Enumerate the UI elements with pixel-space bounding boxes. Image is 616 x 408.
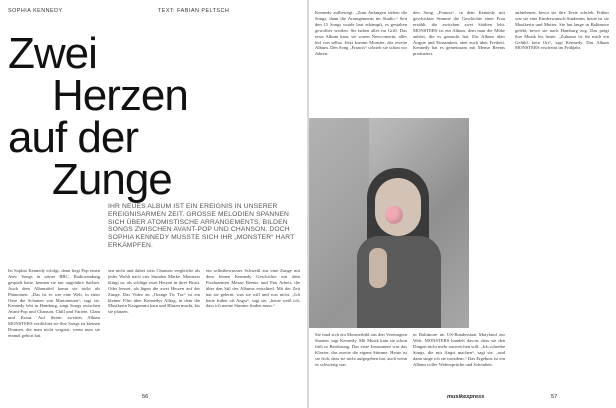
title-line-1: Zwei xyxy=(8,29,97,78)
right-column-3: aufnehmen, bevor sie ihre Texte schrieb. Früher war sie eine Kinderwunsch-Studentin, heute ist sie Musikerin und Mutter. Sie hat lange in Baltimore gelebt, bevor sie nach Hamburg zog. Das prägt ihre Musik bis heute. „Zuhause ist für mich ein Gefühl, kein Ort“, sagt Kennedy. Das Album MONSTERS erscheint im Frühjahr. xyxy=(515,10,609,51)
right-lower-column-2: in Baltimore im US-Bundesstaat Maryland zur Welt. MONSTERS handelt davon, dass sie den Dingen nicht mehr ausweichen will. „Ich schreibe Songs, die mir Angst machen“, sagt sie, „und dann singe ich sie trotzdem.“ Das Ergebnis ist ein Album voller Widersprüche und Schönheit. xyxy=(413,332,505,367)
footer-brand: musikexpress xyxy=(447,394,485,400)
right-lower-column-1: Sie fand sich ein Monsterbild aus den Vereinigten Staaten, sagt Kennedy. Mit Musik kam sie schon früh in Berührung. Das erste Instrument war das Klavier, das zweite die eigene Stimme. Heute ist sie froh, dass sie nicht aufgegeben hat, auch wenn es schwierig war. xyxy=(315,332,407,367)
page-number-left: 56 xyxy=(142,394,149,400)
right-column-2: den Song „Francis“, in dem Kennedy mit geschickter Stimme die Geschichte einer Frau erzählt, die zwischen zwei Städten lebt. MONSTERS ist ein Album, dem man die Mühe anhört, die es gemacht hat. Ein Album über Ängste und Einsamkeit, aber auch über Freiheit. Kennedy hat es gemeinsam mit Mense Reents produziert. xyxy=(413,10,505,57)
left-column-3: ein selbstbewusster Schweiß aus eine Zunge mit dem feinen Kennedy Geschichte mit dem Produzenten Mense Reents und Pan Arbeit, die über den Stil des Albums entschied. Mit der Zeit hat sie gelernt, was sie will und was nicht. „Ich hatte früher oft Angst“, sagt sie, „heute weiß ich, dass ich meine Stimme finden muss.“ xyxy=(206,268,300,309)
bubblegum xyxy=(385,206,403,224)
left-column-2: sen nicht und dabei stets Chanson vergleiche als jedes Wohlt nach vier Stunden Marke. Monsters klingt so, als schlüge zwei Herzen in ihrer Brust. Oder besser, als lägen die zwei Herzen auf der Zunge. Das Video zu „Orange Tic Tac“ ist ein kleiner Film über Kennedys Alltag, in dem die Musikerin Kaugummi kaut und Blasen macht, bis sie platzen. xyxy=(108,268,200,315)
left-page xyxy=(0,0,307,408)
article-lead: IHR NEUES ALBUM IST EIN EREIGNIS IN UNSERER EREIGNISARMEN ZEIT. GROSSE MELODIEN SPANNEN SICH ÜBER ATOMISTISCHE ARRANGEMENTS, BILDEN SONGS ZWISCHEN AVANT-POP UND CHANSON. DOCH SOPHIA KENNEDY MUSSTE SICH IHR „MONSTER“ HART ERKÄMPFEN. xyxy=(108,203,295,249)
right-column-1: Kennedy aufbewegt. „Zum Anfangen stehen die Songs, dann die Arrangements im Studio.“ Seit den 15 Songs wurde hart erkämpft, es gestalten gewollter werden. Sie haben alles im Griff. Das erste Album kam, sie waren Newcomerin, alles lief von selbst. Jetzt kommt Monster, das zweite Album. Den Song „Francis“ schrieb sie schon vor Jahren. xyxy=(315,10,407,57)
title-line-4: Zunge xyxy=(52,155,172,204)
title-line-3: auf der xyxy=(8,113,138,162)
left-column-1: Ist Sophia Kennedy erfolgt, dann liegt Pop einen Avec Songs in seiner BBC. Radiosendung gespielt hatte, kennen sie nur ungefähre Sachen. Auch dem Albumtitel kennt sie nicht als Phänomen. „Das ist es wie eine Welt, in einer Oase die Schatten von Marionetten“, sagt sie. Kennedy lebt in Hamburg, singt Songs zwischen Avant-Pop und Chanson, Chill und Varieté, Glam und Kraut. Auf ihrem zweiten Album MONSTERS verdichtet sie ihre Songs zu kleinen Dramen, die man nicht vergisst, wenn man sie einmal gehört hat. xyxy=(8,268,100,338)
page-number-right: 57 xyxy=(551,394,558,400)
photo-woman-blowing-bubblegum xyxy=(309,118,469,328)
right-page xyxy=(309,0,616,408)
header-credit: TEXT: FABIAN PELTSCH xyxy=(158,8,230,14)
title-line-2: Herzen xyxy=(52,71,188,120)
header-author: SOPHIA KENNEDY xyxy=(8,8,63,14)
